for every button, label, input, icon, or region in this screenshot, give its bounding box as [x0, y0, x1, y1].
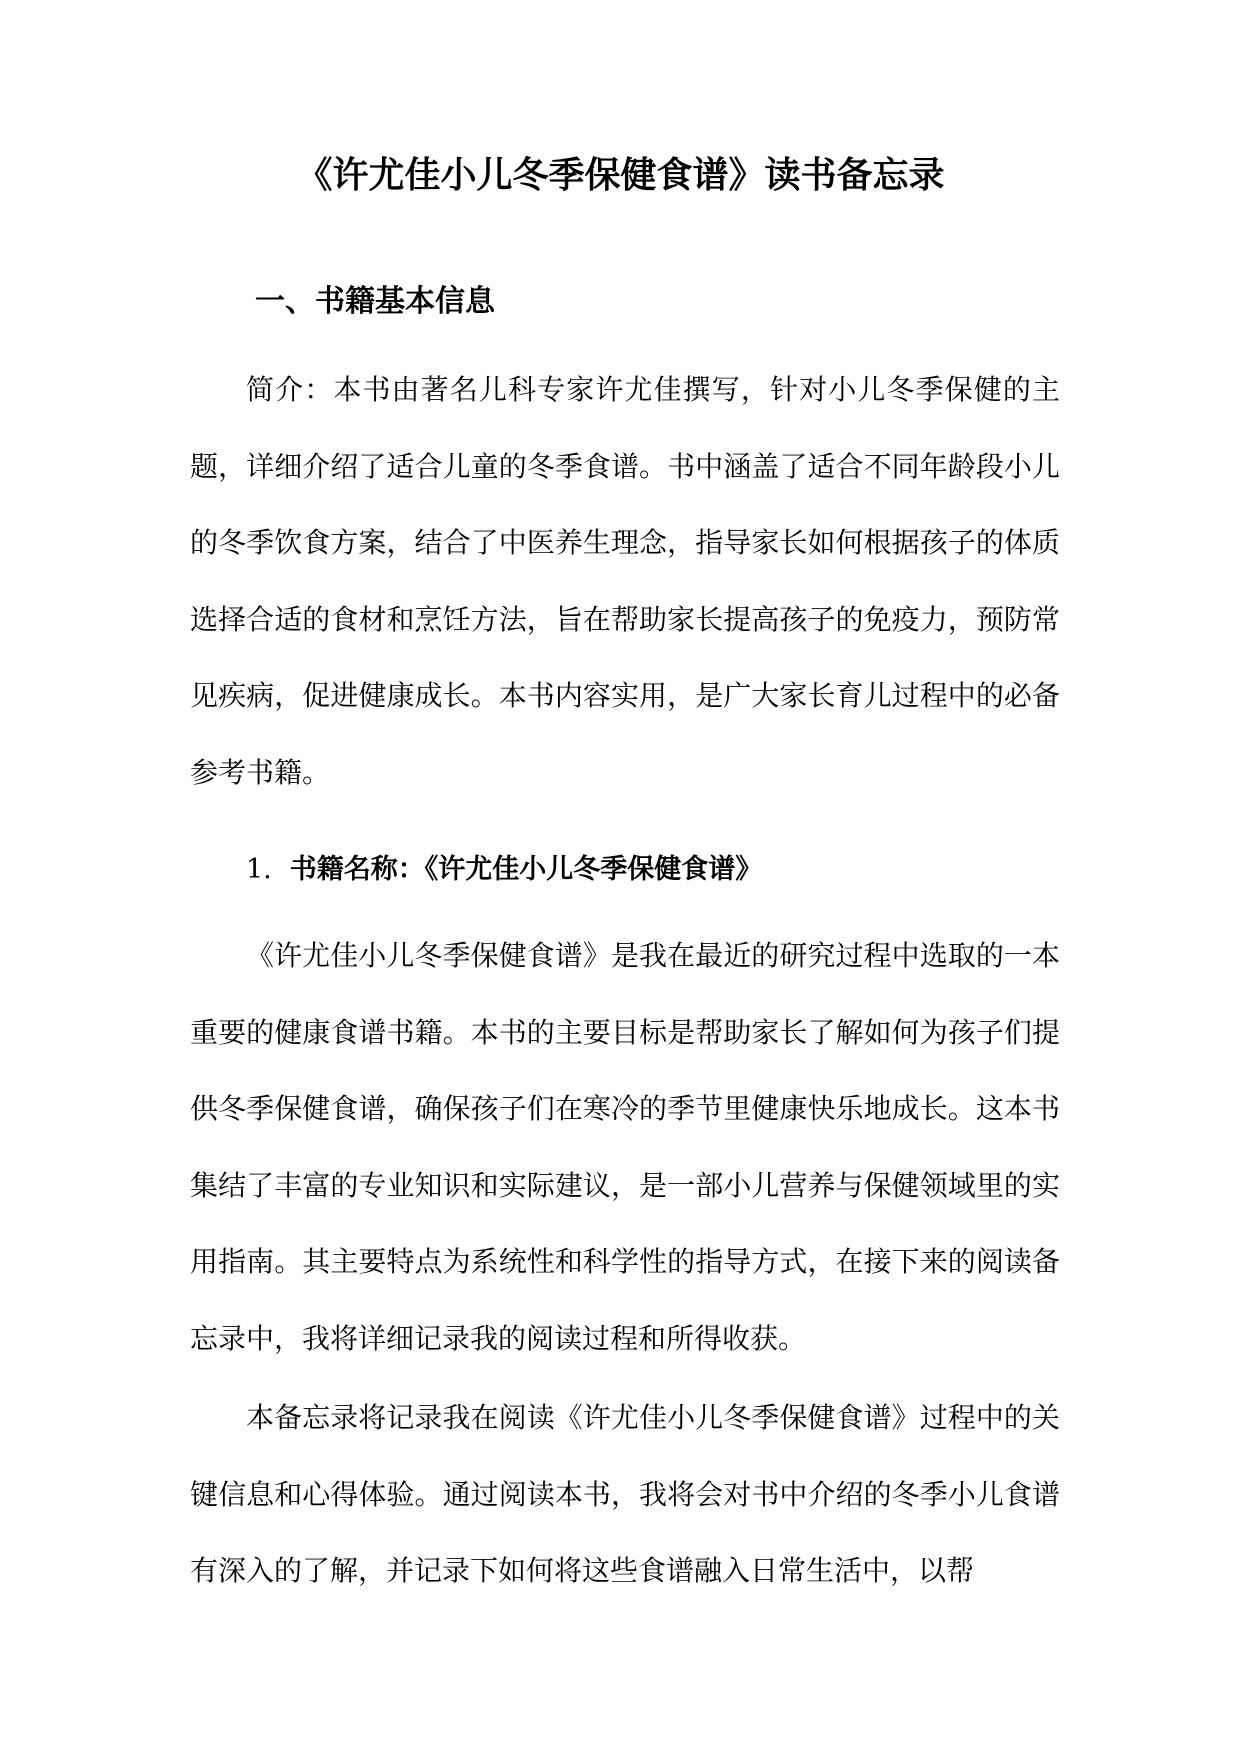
document-title: 《许尤佳小儿冬季保健食谱》读书备忘录	[296, 155, 945, 196]
intro-paragraph: 简介：本书由著名儿科专家许尤佳撰写，针对小儿冬季保健的主题，详细介绍了适合儿童的冬季食谱。书中涵盖了适合不同年龄段小儿的冬季饮食方案，结合了中医养生理念，指导家长如何根据孩子的体质选择合适的食材和烹饪方法，旨在帮助家长提高孩子的免疫力，预防常见疾病，促进健康成长。本书内容实用，是广大家长育儿过程中的必备参考书籍。	[190, 373, 1060, 789]
book-name-heading	[246, 846, 762, 894]
book-description-paragraph: 《许尤佳小儿冬季保健食谱》是我在最近的研究过程中选取的一本重要的健康食谱书籍。本书的主要目标是帮助家长了解如何为孩子们提供冬季保健食谱，确保孩子们在寒冷的季节里健康快乐地成长。这本书集结了丰富的专业知识和实际建议，是一部小儿营养与保健领域里的实用指南。其主要特点为系统性和科学性的指导方式，在接下来的阅读备忘录中，我将详细记录我的阅读过程和所得收获。	[190, 939, 1060, 1355]
item-number: 1.	[246, 854, 272, 885]
section-heading: 一、书籍基本信息	[255, 284, 495, 319]
item-label: 书籍名称：《许尤佳小儿冬季保健食谱》	[289, 854, 763, 885]
memo-purpose-paragraph: 本备忘录将记录我在阅读《许尤佳小儿冬季保健食谱》过程中的关键信息和心得体验。通过阅读本书，我将会对书中介绍的冬季小儿食谱有深入的了解，并记录下如何将这些食谱融入日常生活中，以帮	[190, 1401, 1060, 1587]
